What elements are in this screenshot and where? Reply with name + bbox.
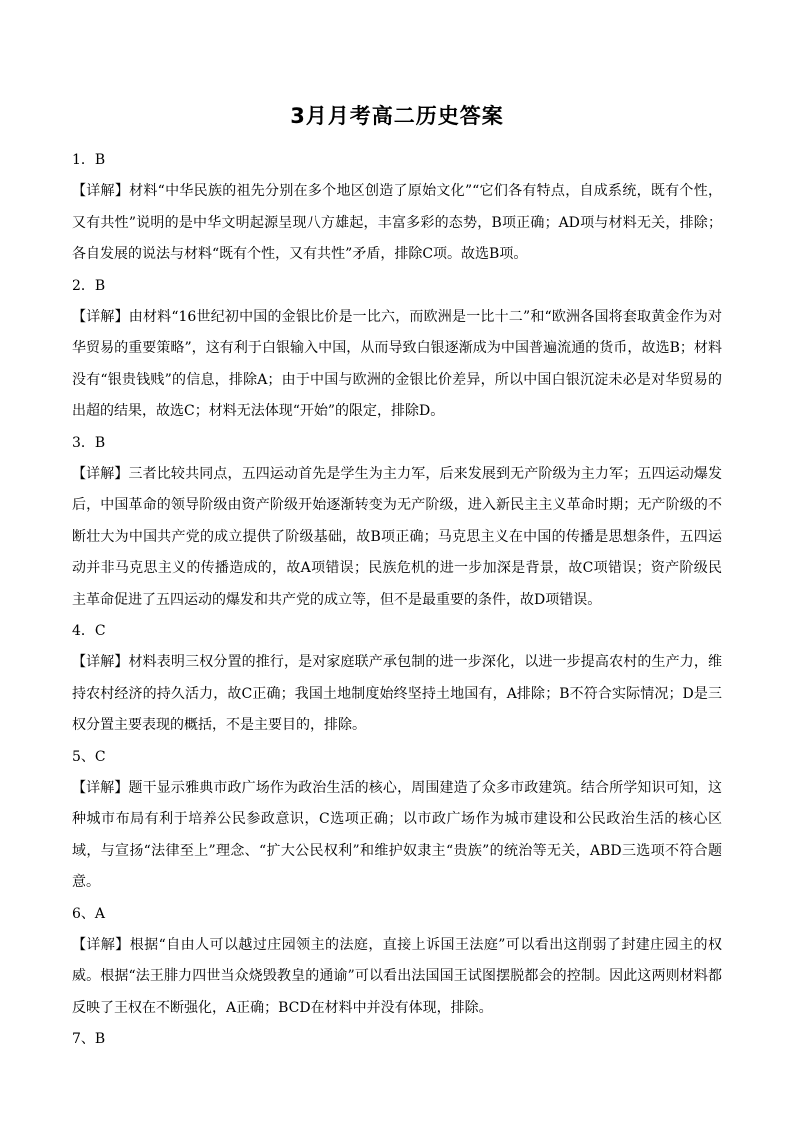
answer-item [72, 145, 722, 271]
answer-item [72, 271, 722, 428]
answer-item [72, 428, 722, 617]
page-title: 3月月考高二历史答案 [290, 104, 504, 128]
question-number: 2．B [72, 277, 106, 294]
answer-explanation: 【详解】根据“自由人可以越过庄园领主的法庭，直接上诉国王法庭”可以看出这削弱了封建庄园主的权威。根据“法王腓力四世当众烧毁教皇的通谕”可以看出法国国王试图摆脱都会的控制。因此这两则材料都反映了王权在不断强化，A正确；BCD在材料中并没有体现，排除。 [72, 936, 722, 1016]
answer-item [72, 899, 722, 1025]
answer-explanation: 【详解】材料“中华民族的祖先分别在多个地区创造了原始文化”“它们各有特点，自成系统，既有个性，又有共性”说明的是中华文明起源呈现八方雄起，丰富多彩的态势，B项正确；AD项与材料无关，排除；各自发展的说法与材料“既有个性，又有共性”矛盾，排除C项。故选B项。 [72, 183, 722, 262]
answer-list [72, 145, 722, 1055]
question-number: 6、A [72, 905, 106, 922]
answer-explanation: 【详解】由材料“16世纪初中国的金银比价是一比六，而欧洲是一比十二”和“欧洲各国将套取黄金作为对华贸易的重要策略”，这有利于白银输入中国，从而导致白银逐渐成为中国普遍流通的货币，故选B；材料没有“银贵钱贱”的信息，排除A；由于中国与欧洲的金银比价差异，所以中国白银沉淀未必是对华贸易的出超的结果，故选C；材料无法体现“开始”的限定，排除D。 [72, 308, 722, 419]
question-number: 3．B [72, 434, 106, 451]
question-number: 5、C [72, 748, 106, 765]
answer-item [72, 1024, 722, 1055]
answer-item [72, 616, 722, 742]
answer-item [72, 742, 722, 899]
answer-explanation: 【详解】三者比较共同点，五四运动首先是学生为主力军，后来发展到无产阶级为主力军；五四运动爆发后，中国革命的领导阶级由资产阶级开始逐渐转变为无产阶级，进入新民主主义革命时期；无产阶级的不断壮大为中国共产党的成立提供了阶级基础，故B项正确；马克思主义在中国的传播是思想条件，五四运动并非马克思主义的传播造成的，故A项错误；民族危机的进一步加深是背景，故C项错误；资产阶级民主革命促进了五四运动的爆发和共产党的成立等，但不是最重要的条件，故D项错误。 [72, 465, 722, 608]
question-number: 7、B [72, 1031, 106, 1047]
question-number: 4．C [72, 623, 106, 639]
answer-explanation: 【详解】材料表明三权分置的推行，是对家庭联产承包制的进一步深化，以进一步提高农村的生产力，维持农村经济的持久活力，故C正确；我国土地制度始终坚持土地国有，A排除；B不符合实际情况；D是三权分置主要表现的概括，不是主要目的，排除。 [72, 654, 722, 733]
answer-explanation: 【详解】题干显示雅典市政广场作为政治生活的核心，周围建造了众多市政建筑。结合所学知识可知，这种城市布局有利于培养公民参政意识，C选项正确；以市政广场作为城市建设和公民政治生活的核心区域，与宣扬“法律至上”理念、“扩大公民权利”和维护奴隶主“贵族”的统治等无关，ABD三选项不符合题意。 [72, 779, 722, 890]
question-number: 1．B [72, 152, 106, 168]
